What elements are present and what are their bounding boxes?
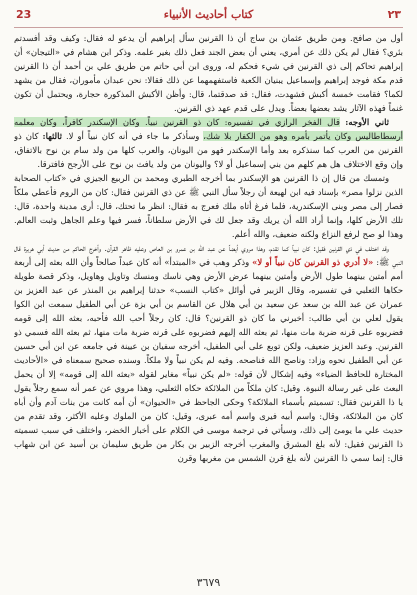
- paragraph-2-text: وسأذكر ما جاء في أنه كان نبياً أو لا.: [65, 131, 200, 141]
- second-aspect-label: ثاني الأوجه:: [345, 117, 389, 127]
- highlighted-passage: قال الفخر الرازي في تفسيره: كان ذو القرنين نبياً. وكان الإسكندر كافراً، وكان معلمه أرسطاطاليس وكان يأتمر بأمره وهو من الكفار بلا شك،: [14, 117, 403, 141]
- paragraph-4-text: وذكر وهب في «المبتدأ» أنه كان عبداً صالحاً وأن الله بعثه إلى أربعة أمم أمتين بينهما طول الأرض وأمتين بينهما عرض الأرض وهي ناسك ومنسك وتاويل وهاويل، وذكر قصة طويلة حكاها الثعلبي في تفسيره، وقال الزبير في أوائل «كتاب النسب» حدثنا إبراهيم بن المنذر عن عبد العزيز بن عمران عن عبد الله بن سعد عن سعيد بن أبي هلال عن القاسم بن أبي بزة عن أبي الطفيل سمعت ابن الكوا يقول لعلي بن أبي طالب: أخبرني ما كان ذو القرنين؟ قال: كان رجلاً أحب الله فأحبه، بعثه الله إلى قومه فضربوه على قرنه ضربة مات منها، ثم بعثه الله إليهم فضربوه على قرنه ضربة مات منها، ثم بعثه الله فسمي ذو القرنين. وعبد العزيز ضعيف، ولكن توبع على أبي الطفيل، أخرجه سفيان بن عيينة في جامعه عن ابن أبي حسين عن أبي الطفيل نحوه وزاد: وناصح الله فناصحه. وفيه لم يكن نبياً ولا ملكاً. وسنده صحيح سمعناه في «الأحاديث المختارة للحافظ الضياء» وفيه إشكال لأن قوله: «لم يكن نبياً» مغاير لقوله «بعثه الله إلى قومه» إلا أن يحمل البعث على غير رسالة النبوة. وقيل: كان ملكاً من الملائكة حكاه الثعلبي، وهذا مروي عن عمر أنه سمع رجلاً يقول يا ذا القرنين فقال: تسميتم بأسماء الملائكة؟ وحكى الجاحظ في «الحيوان» أن أمه كانت من بنات آدم وأن أباه كان من الملائكة، وقال: واسم أبيه فيرى واسم أمه عبرى، وقيل: كان من الملوك وعليه الأكثر، وقد تقدم من حديث علي ما يومئ إلى ذلك، وسيأتي في ترجمة موسى في الكلام على أخبار الخضر، واختلف في سبب تسميته ذا القرنين فقيل: لأنه بلغ المشرق والمغرب أخرجه الزبير بن بكار من طريق سليمان بن أسيد عن ابن شهاب قال: إنما سمي ذا القرنين لأنه بلغ قرن الشمس من مغربها وقرن: [14, 257, 403, 463]
- paragraph-3: وتمسك من قال إن ذا القرنين هو الإسكندر بما أخرجه الطبري ومحمد بن الربيع الجيزي في «كتاب الصحابة الذين نزلوا مصر» بإسناد فيه ابن لهيعة أن رجلاً سأل النبي ﷺ عن ذي القرنين فقال: كان من الروم فأعطي ملكاً فصار إلى مصر وبنى الإسكندرية، فلما فرغ أتاه ملك فعرج به فقال: انظر ما تحتك، قال: أرى مدينة واحدة، قال: تلك الأرض كلها، وإنما أراد الله أن يريك وقد جعل لك في الأرض سلطاناً، فسر فيها وعلم الجاهل وثبت العالم. وهذا لو صح لرفع النزاع ولكنه ضعيف، والله أعلم.: [14, 173, 403, 239]
- hadith-quote: «لا أدري ذو القرنين كان نبياً أو لا»: [252, 257, 374, 267]
- page-number-footer: ٣٦٧٩: [196, 576, 221, 589]
- paragraph-4: [14, 241, 403, 465]
- third-aspect-label: ثالثها:: [42, 131, 62, 141]
- page-number-left: 23: [16, 8, 32, 21]
- page-header: [14, 7, 403, 28]
- paragraph-2: [14, 115, 403, 171]
- paragraph-1: أول من صافح. ومن طريق عثمان بن ساج أن ذا القرنين سأل إبراهيم أن يدعو له فقال: وكيف وقد أفسدتم بئري؟ فقال لم يكن ذلك عن أمري، يعني أن بعض الجند فعل ذلك بغير علمه. وذكر ابن هشام في «التيجان» أن إبراهيم تحاكم إلى ذي القرنين في شيء فحكم له، وروى ابن أبي حاتم من طريق علي بن أحمد أن ذا القرنين قدم مكة فوجد إبراهيم وإسماعيل يبنيان الكعبة فاستفهمهما عن ذلك فقالا: نحن عبدان مأموران، فقال من يشهد لكما؟ فقامت خمسة أكبش فشهدت، فقال: قد صدقتما، قال: وأظن الأكبش المذكورة حجارة، ويحتمل أن تكون غنماً فهذه الآثار يشد بعضها بعضاً. ويدل على قدم عهد ذي القرنين.: [14, 33, 403, 113]
- chapter-title: كتاب أحاديث الأنبياء: [163, 8, 254, 21]
- paragraph-2-text-continued: كان ذو القرنين من العرب كما سنذكره بعد وأما الإسكندر فهو من اليونان، والعرب كلها من ولد سام بن نوح بالاتفاق، وإن وقع الاختلاف هل هم كلهم من بني إسماعيل أو لا؟ واليونان من ولد يافث بن نوح على الأرجح فافترقا.: [14, 131, 403, 169]
- page-number-right: ٢٣: [387, 8, 401, 21]
- paragraph-4-intro: وقد اختلف في ذي القرنين فقيل: كان نبياً كما تقدم، وهذا مروي أيضاً عن عبد الله بن عمرو بن العاص وعليه ظاهر القرآن. وأخرج الحاكم من حديث أبي هريرة قال النبي ﷺ:: [14, 243, 403, 267]
- page-body: [14, 31, 403, 572]
